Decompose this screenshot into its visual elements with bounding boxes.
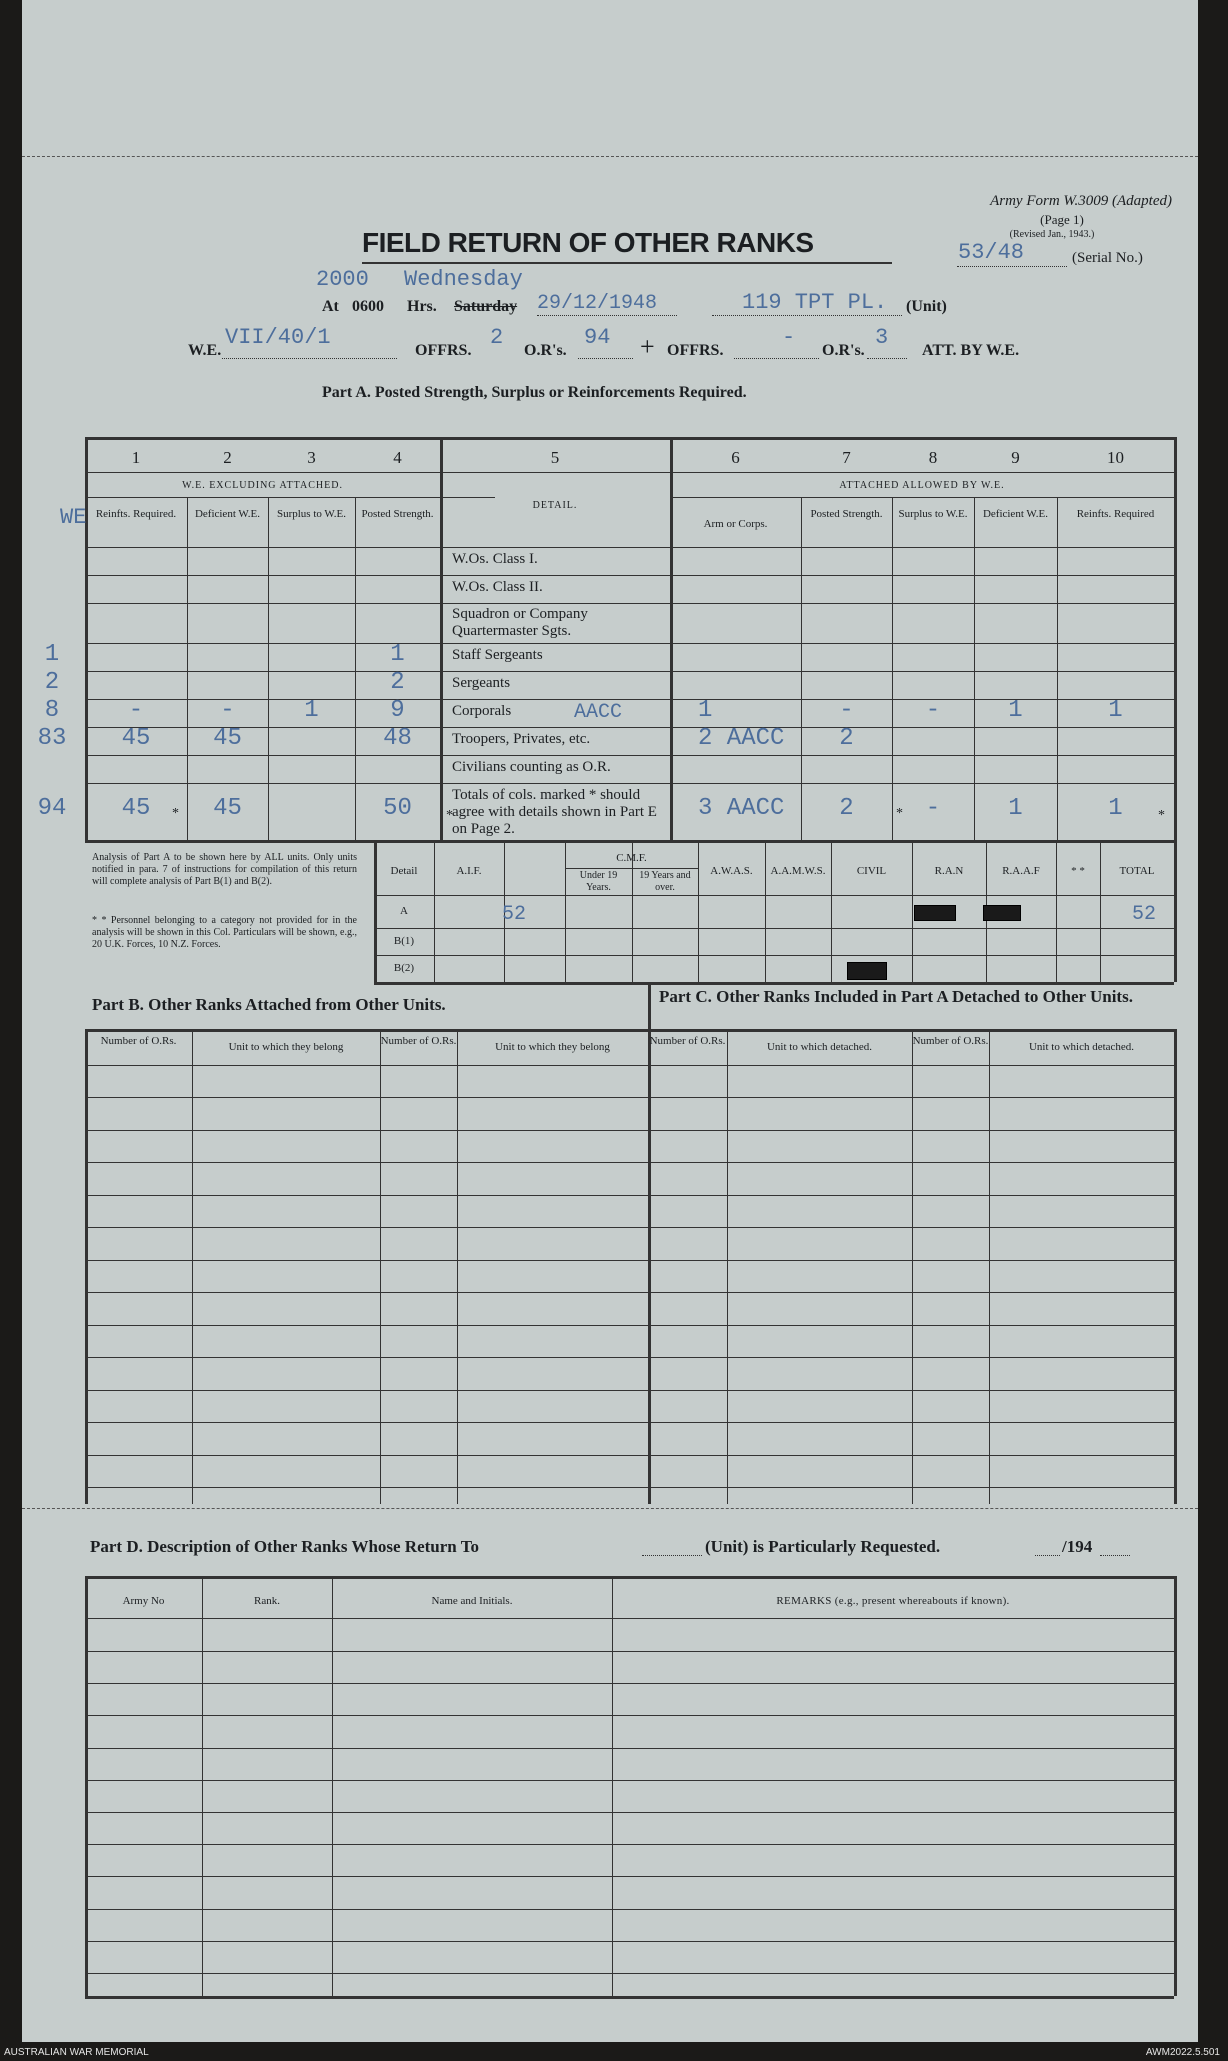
hrs-label: Hrs. (407, 298, 437, 315)
cell-value: 1 (304, 697, 319, 724)
column-line (192, 1029, 193, 1504)
totals-value: 50 (383, 795, 412, 822)
ors-label: O.R's. (524, 342, 567, 359)
column-number: 8 (928, 448, 938, 467)
offrs2-underline (734, 358, 819, 359)
rule-line (85, 1844, 1174, 1845)
totals-value: 45 (121, 795, 151, 822)
under-19-header: Under 19 Years. (579, 870, 618, 893)
sub-header: Surplus to W.E. (276, 508, 347, 520)
column-line (765, 840, 766, 982)
army-form-label: Army Form W.3009 (Adapted) (990, 193, 1172, 209)
ors-underline (578, 358, 633, 359)
cell-value: - (128, 697, 144, 724)
part-d-title-b: (Unit) is Particularly Requested. (705, 1537, 941, 1556)
rule-line (85, 1909, 1174, 1910)
cell-value: 48 (383, 725, 412, 752)
rule-line (85, 1780, 1174, 1781)
perforation-line-top (22, 156, 1198, 157)
unit-label: (Unit) (906, 298, 947, 315)
rule-line (85, 1748, 1174, 1749)
margin-value: 1 (44, 641, 60, 668)
rule-line (85, 1996, 1174, 1999)
rule-line (85, 1195, 1174, 1196)
day-printed: Saturday (454, 298, 518, 315)
part-c-title: Part C. Other Ranks Included in Part A Detached to Other Units. (659, 987, 1133, 1006)
ors-value: 94 (584, 325, 611, 350)
serial-label: (Serial No.) (1072, 250, 1143, 266)
analysis-row-a: A (400, 905, 408, 917)
column-line (648, 982, 651, 1029)
sub-header: Posted Strength. (810, 508, 883, 520)
rule-line (374, 895, 1174, 896)
part-d-title-c: /194 (1062, 1537, 1093, 1556)
offrs2-label: OFFRS. (667, 342, 724, 359)
column-line (1174, 840, 1177, 982)
rule-line (85, 1065, 1174, 1066)
aamws-header: A.A.M.W.S. (770, 865, 826, 877)
cell-value: 2 (839, 725, 854, 752)
total-a-value: 52 (1132, 903, 1157, 926)
totals-value: 45 (213, 795, 242, 822)
column-line (1174, 1576, 1177, 1996)
column-line (698, 840, 699, 982)
totals-value: 1 (1008, 795, 1023, 822)
time-written: 2000 (316, 267, 369, 292)
column-line (1174, 1029, 1177, 1504)
cell-value: 1 (390, 641, 405, 668)
rule-line (85, 1162, 1174, 1163)
rule-line (85, 1651, 1174, 1652)
rule-line (85, 1097, 1174, 1098)
offrs-value: 2 (490, 325, 504, 350)
column-line (912, 1029, 913, 1504)
rule-line (85, 1941, 1174, 1942)
footer-left: AUSTRALIAN WAR MEMORIAL (4, 2047, 149, 2058)
column-number: 5 (550, 448, 560, 467)
detail-label: W.Os. Class I. (452, 551, 538, 567)
detail-label: Civilians counting as O.R. (452, 759, 611, 775)
ran-header: R.A.N (934, 865, 964, 877)
at-label: At (322, 298, 339, 315)
totals-value: 3 AACC (698, 795, 785, 822)
column-line (1056, 840, 1057, 982)
total-header: TOTAL (1119, 865, 1155, 877)
unit-value: 119 TPT PL. (742, 290, 888, 315)
star-mark: * (446, 808, 453, 823)
rule-line (85, 1029, 1174, 1032)
rule-line (85, 1292, 1174, 1293)
we-excluding-header: W.E. EXCLUDING ATTACHED. (182, 480, 343, 491)
totals-value: - (925, 795, 941, 822)
column-line (85, 437, 88, 840)
column-line (85, 1576, 88, 1996)
part-c-unit-header-2: Unit to which detached. (1028, 1041, 1135, 1053)
plus-sign: + (640, 332, 655, 361)
army-no-header: Army No (122, 1595, 165, 1607)
cell-value: - (839, 697, 854, 724)
offrs-label: OFFRS. (415, 342, 472, 359)
column-line (989, 1029, 990, 1504)
part-c-unit-header: Unit to which detached. (766, 1041, 873, 1053)
form-sheet (22, 0, 1198, 2042)
part-c-num-header-2: Number of O.Rs. (912, 1035, 989, 1047)
totals-margin: 94 (37, 795, 67, 822)
column-line (1057, 497, 1058, 840)
column-line (187, 497, 188, 840)
column-line (85, 1029, 88, 1504)
column-line (1100, 840, 1101, 982)
totals-value: 1 (1108, 795, 1123, 822)
detail-label: Corporals (452, 703, 512, 719)
awas-header: A.W.A.S. (710, 865, 753, 877)
we-underline (222, 358, 397, 359)
detail-header: DETAIL. (532, 500, 578, 511)
part-d-title-a: Part D. Description of Other Ranks Whose Return To (90, 1537, 479, 1556)
title-underline (362, 262, 892, 264)
rule-line (85, 1715, 1174, 1716)
column-number: 6 (731, 448, 740, 467)
cmf-header: C.M.F. (616, 852, 647, 864)
part-b-num-header: Number of O.Rs. (100, 1035, 177, 1047)
cell-value: 1 (1008, 697, 1023, 724)
redaction-bar-ran (914, 905, 956, 921)
civil-header: CIVIL (856, 865, 887, 877)
rule-line (85, 1876, 1174, 1877)
margin-value: 8 (44, 697, 60, 724)
rule-line (85, 1130, 1174, 1131)
column-number: 9 (1011, 448, 1020, 467)
rule-line (85, 1487, 1174, 1488)
part-c-num-header: Number of O.Rs. (649, 1035, 726, 1047)
we-label: W.E. (188, 342, 222, 359)
other-header: * * (1071, 865, 1085, 877)
margin-value: 2 (44, 669, 60, 696)
rule-line (85, 1973, 1174, 1974)
sub-header: Deficient W.E. (194, 508, 261, 520)
detail-label: Sergeants (452, 675, 511, 691)
rule-line (670, 497, 1174, 498)
column-line (380, 1029, 381, 1504)
revised-label: (Revised Jan., 1943.) (1009, 229, 1095, 240)
rule-line (85, 497, 495, 498)
serial-value: 53/48 (958, 240, 1025, 265)
margin-value: 83 (37, 725, 67, 752)
column-number: 4 (393, 448, 402, 467)
column-line (434, 840, 435, 982)
totals-label: Totals of cols. marked * should agree with details shown in Part E on Page 2. (452, 787, 657, 837)
offrs2-value: - (782, 325, 796, 350)
rule-line (85, 1227, 1174, 1228)
sub-header: Surplus to W.E. (898, 508, 968, 520)
footer-right: AWM2022.5.501 (1145, 2047, 1220, 2058)
attached-allowed-header: ATTACHED ALLOWED BY W.E. (839, 480, 1005, 491)
column-line (801, 497, 802, 840)
column-number: 7 (842, 448, 851, 467)
part-d-month-blank (1100, 1555, 1130, 1556)
part-d-day-blank (1035, 1555, 1060, 1556)
rule-line (85, 1812, 1174, 1813)
column-line (612, 1576, 613, 1996)
margin-we: WE (60, 505, 87, 530)
cell-value: 2 AACC (698, 725, 785, 752)
rule-line (85, 1260, 1174, 1261)
time-printed: 0600 (352, 298, 384, 315)
detail-label: Squadron or Company Quartermaster Sgts. (452, 606, 588, 639)
att-label: ATT. BY W.E. (922, 342, 1020, 359)
cell-value: 2 (390, 669, 405, 696)
column-number: 3 (307, 448, 316, 467)
rule-line (85, 755, 1174, 756)
rule-line (85, 1390, 1174, 1391)
column-line (1174, 437, 1177, 840)
rule-line (85, 671, 1174, 672)
ors2-label: O.R's. (822, 342, 865, 359)
remarks-header: REMARKS (e.g., present whereabouts if known). (776, 1595, 1010, 1607)
column-number: 2 (223, 448, 232, 467)
date-value: 29/12/1948 (537, 292, 658, 315)
detail-label: Troopers, Privates, etc. (452, 731, 591, 747)
ors2-value: 3 (875, 325, 889, 350)
sub-header: Reinfts. Required (1076, 508, 1155, 520)
serial-underline (957, 266, 1067, 267)
aif-a-value: 52 (502, 903, 527, 926)
name-header: Name and Initials. (431, 1595, 513, 1607)
part-a-title: Part A. Posted Strength, Surplus or Reinforcements Required. (322, 384, 747, 401)
cell-value: 1 (1108, 697, 1123, 724)
rule-line (85, 643, 1174, 644)
raaf-header: R.A.A.F (1002, 865, 1040, 877)
rule-line (85, 547, 1174, 548)
column-line (727, 1029, 728, 1504)
part-b-title: Part B. Other Ranks Attached from Other Units. (92, 995, 446, 1014)
rule-line (85, 783, 1174, 784)
rule-line (85, 575, 1174, 576)
ors2-underline (867, 358, 907, 359)
we-value: VII/40/1 (225, 325, 331, 350)
analysis-row-b1: B(1) (393, 935, 415, 947)
column-number: 1 (131, 448, 141, 467)
rule-line (85, 840, 1174, 843)
rule-line (85, 603, 1174, 604)
rule-line (85, 1576, 1174, 1579)
rank-header: Rank. (254, 1595, 280, 1607)
day-written: Wednesday (404, 267, 523, 292)
rule-line (85, 437, 1174, 440)
redaction-bar-civil (847, 962, 887, 980)
column-line (268, 497, 269, 840)
column-line (831, 840, 832, 982)
star-mark: * (172, 806, 179, 821)
sub-header: Reinfts. Required. (95, 508, 177, 520)
column-line (457, 1029, 458, 1504)
cell-value: - (925, 697, 941, 724)
rule-line (85, 1422, 1174, 1423)
star-mark: * (1158, 808, 1165, 823)
detail-handwritten: AACC (574, 701, 623, 724)
totals-value: 2 (839, 795, 854, 822)
sub-header: Posted Strength. (361, 508, 434, 520)
rule-line (374, 928, 1174, 929)
analysis-note-2: * * Personnel belonging to a category not provided for in the analysis will be shown in this Col. Particulars will be shown, e.g., 20 U.K. Forces, 10 N.Z. Forces. (92, 915, 357, 950)
part-d-unit-blank (642, 1555, 702, 1556)
column-number: 10 (1107, 448, 1124, 467)
analysis-detail-header: Detail (390, 865, 418, 877)
sub-header: Arm or Corps. (703, 518, 768, 530)
column-line (202, 1576, 203, 1996)
cell-value: 9 (390, 697, 405, 724)
column-line (440, 437, 443, 840)
page-label: (Page 1) (1040, 212, 1084, 227)
column-line (670, 437, 673, 840)
detail-label: Staff Sergeants (452, 647, 543, 663)
column-line (912, 840, 913, 982)
rule-line (85, 1455, 1174, 1456)
over-19-header: 19 Years and over. (639, 870, 691, 893)
aif-header: A.I.F. (456, 865, 482, 877)
cell-value: 1 (698, 697, 713, 724)
column-line (332, 1576, 333, 1996)
rule-line (85, 1683, 1174, 1684)
part-b-num-header-2: Number of O.Rs. (380, 1035, 457, 1047)
page-title: FIELD RETURN OF OTHER RANKS (362, 227, 814, 258)
analysis-row-b2: B(2) (393, 962, 415, 974)
star-mark: * (896, 806, 903, 821)
rule-line (85, 1357, 1174, 1358)
perforation-line-middle (22, 1508, 1198, 1509)
part-b-unit-header: Unit to which they belong (228, 1041, 344, 1053)
rule-line (374, 982, 1174, 985)
unit-underline (712, 315, 902, 316)
cell-value: - (220, 697, 235, 724)
detail-label: W.Os. Class II. (452, 579, 543, 595)
rule-line (85, 1618, 1174, 1619)
cell-value: 45 (213, 725, 242, 752)
column-line (892, 497, 893, 840)
part-b-unit-header-2: Unit to which they belong (495, 1041, 610, 1053)
rule-line (374, 955, 1174, 956)
rule-line (85, 472, 1174, 473)
sub-header: Deficient W.E. (982, 508, 1049, 520)
cell-value: 45 (121, 725, 151, 752)
date-underline (537, 315, 677, 316)
column-line (974, 497, 975, 840)
analysis-note: Analysis of Part A to be shown here by ALL units. Only units notified in para. 7 of instructions for compilation of this return will complete analysis of Part B(1) and B(2). (92, 852, 357, 887)
column-line (648, 1029, 651, 1504)
redaction-bar-raaf (983, 905, 1021, 921)
rule-line (85, 1325, 1174, 1326)
